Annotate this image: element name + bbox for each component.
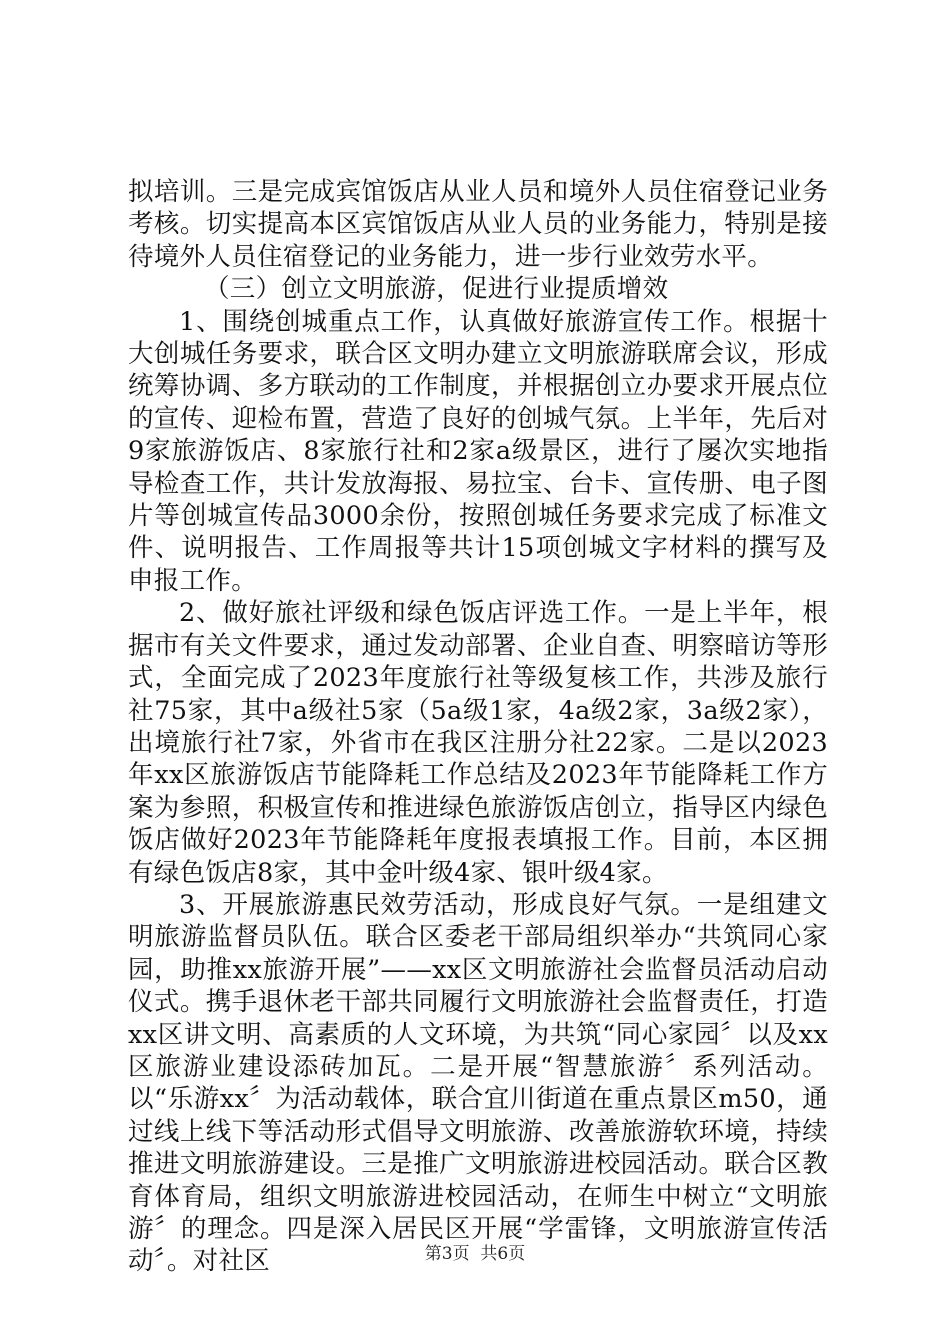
page-footer (0, 1243, 950, 1265)
paragraph-item-2: 2、做好旅社评级和绿色饭店评选工作。一是上半年，根据市有关文件要求，通过发动部署、企业自查、明察暗访等形式，全面完成了2023年度旅行社等级复核工作，共涉及旅行社75家，其中a级社5家（5a级1家，4a级2家，3a级2家），出境旅行社7家，外省市在我区注册分社22家。二是以2023年xx区旅游饭店节能降耗工作总结及2023年节能降耗工作方案为参照，积极宣传和推进绿色旅游饭店创立，指导区内绿色饭店做好2023年节能降耗年度报表填报工作。目前，本区拥有绿色饭店8家，其中金叶级4家、银叶级4家。 (128, 598, 828, 888)
paragraph-continuation: 拟培训。三是完成宾馆饭店从业人员和境外人员住宿登记业务考核。切实提高本区宾馆饭店从业人员的业务能力，特别是接待境外人员住宿登记的业务能力，进一步行业效劳水平。 (128, 177, 828, 272)
section-heading: （三）创立文明旅游，促进行业提质增效 (204, 274, 669, 305)
page-number-label: 第3页 共6页 (424, 1244, 526, 1264)
paragraph-item-3: 3、开展旅游惠民效劳活动，形成良好气氛。一是组建文明旅游监督员队伍。联合区委老干部局组织举办“共筑同心家园，助推xx旅游开展”——xx区文明旅游社会监督员活动启动仪式。携手退休老干部共同履行文明旅游社会监督责任，打造xx区讲文明、高素质的人文环境，为共筑“同心家园〞以及xx区旅游业建设添砖加瓦。二是开展“智慧旅游〞系列活动。以“乐游xx〞为活动载体，联合宜川街道在重点景区m50，通过线上线下等活动形式倡导文明旅游、改善旅游软环境，持续推进文明旅游建设。三是推广文明旅游进校园活动。联合区教育体育局，组织文明旅游进校园活动，在师生中树立“文明旅游〞的理念。四是深入居民区开展“学雷锋，文明旅游宣传活动〞。对社区 (128, 889, 828, 1277)
document-body (128, 176, 828, 1278)
paragraph-item-1: 1、围绕创城重点工作，认真做好旅游宣传工作。根据十大创城任务要求，联合区文明办建立文明旅游联席会议，形成统筹协调、多方联动的工作制度，并根据创立办要求开展点位的宣传、迎检布置，营造了良好的创城气氛。上半年，先后对9家旅游饭店、8家旅行社和2家a级景区，进行了屡次实地指导检查工作，共计发放海报、易拉宝、台卡、宣传册、电子图片等创城宣传品3000余份，按照创城任务要求完成了标准文件、说明报告、工作周报等共计15项创城文字材料的撰写及申报工作。 (128, 306, 828, 596)
